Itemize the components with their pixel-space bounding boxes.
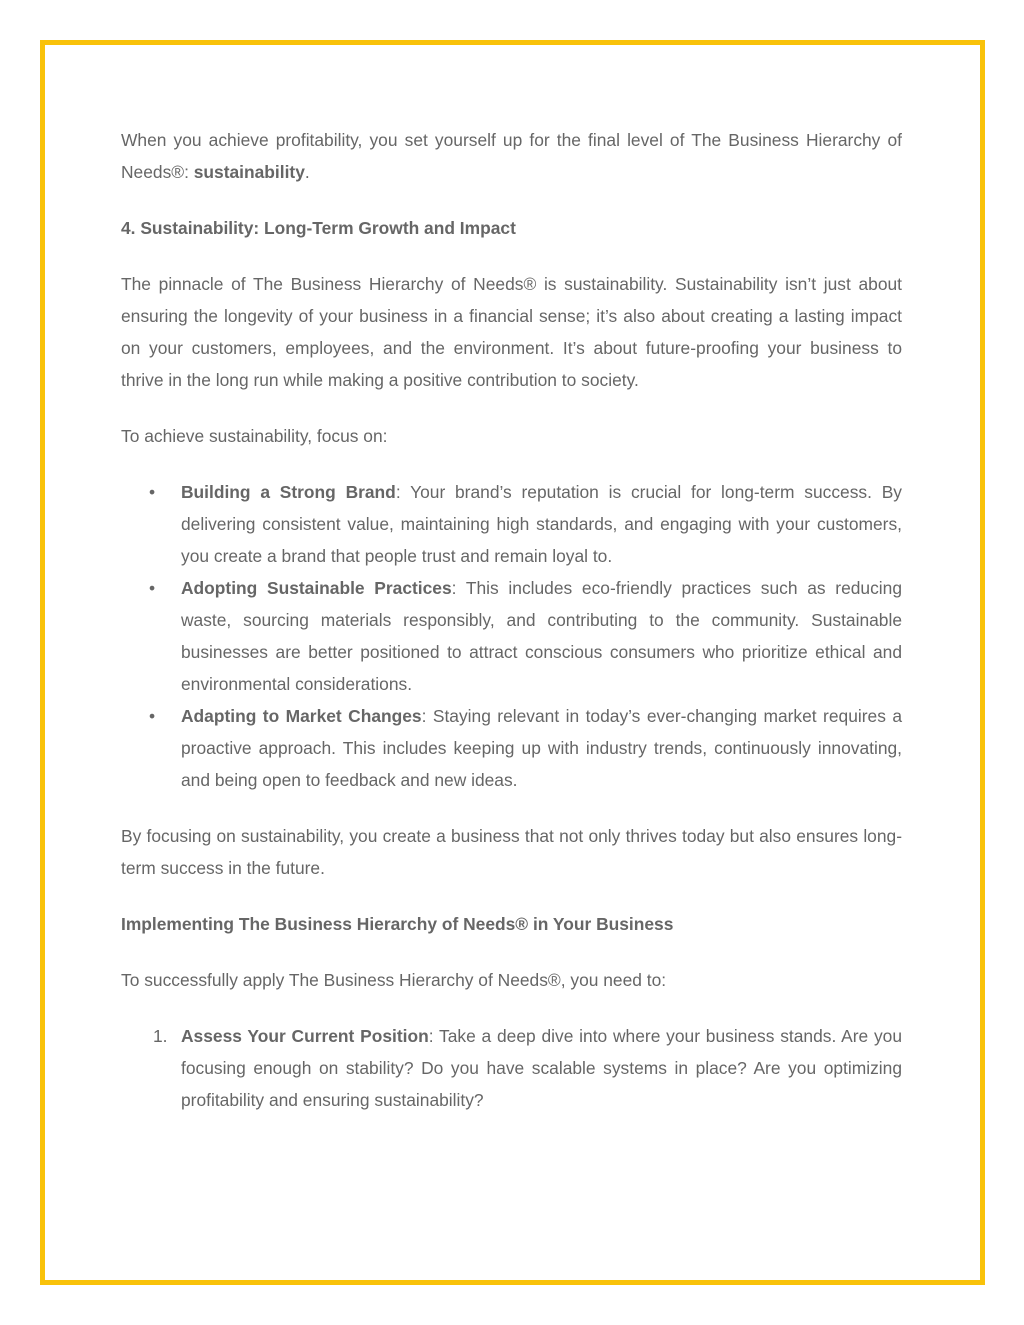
intro-bold-term: sustainability: [193, 162, 305, 182]
focus-intro: To achieve sustainability, focus on:: [121, 426, 388, 446]
bullet-title: Adapting to Market Changes: [181, 706, 422, 726]
intro-text: When you achieve profitability, you set yourself up for the final level of The Business Hierarchy of Needs®:: [121, 130, 902, 182]
steps-list: [121, 1020, 902, 1116]
focus-bullet-list: [121, 476, 902, 796]
sustainability-paragraph: The pinnacle of The Business Hierarchy of Needs® is sustainability. Sustainability isn’t just about ensuring the longevity of your business in a financial sense; it’s also about creating a lasting impact on your customers, employees, and the environment. It’s about future-proofing your business to thrive in the long run while making a positive contribution to society.: [121, 274, 902, 390]
implementing-intro: To successfully apply The Business Hierarchy of Needs®, you need to:: [121, 970, 667, 990]
bullet-text: : This includes eco-friendly practices such as reducing waste, sourcing materials responsibly, and contributing to the community. Sustainable businesses are better positioned to attract conscious consumers who prioritize ethical and environmental considerations.: [181, 578, 902, 694]
bullet-title: Adopting Sustainable Practices: [181, 578, 452, 598]
bullet-marker: •: [149, 706, 156, 726]
intro-end: .: [304, 162, 310, 182]
step-number: 1.: [153, 1026, 168, 1046]
section-heading-implementing: Implementing The Business Hierarchy of Needs® in Your Business: [121, 914, 674, 934]
bullet-marker: •: [149, 578, 156, 598]
step-text: : Take a deep dive into where your business stands. Are you focusing enough on stability? Do you have scalable systems in place? Are you optimizing profitability and ensuring sustainability?: [181, 1026, 902, 1110]
list-item: [121, 700, 902, 796]
sustainability-conclusion: By focusing on sustainability, you create a business that not only thrives today but also ensures long-term success in the future.: [121, 826, 902, 878]
intro-paragraph: [121, 124, 902, 188]
section-heading-sustainability: 4. Sustainability: Long-Term Growth and Impact: [121, 218, 516, 238]
list-item: [121, 572, 902, 700]
document-body: [121, 124, 902, 1140]
bullet-marker: •: [149, 482, 156, 502]
bullet-title: Building a Strong Brand: [181, 482, 396, 502]
list-item: [121, 1020, 902, 1116]
step-title: Assess Your Current Position: [181, 1026, 429, 1046]
list-item: [121, 476, 902, 572]
bullet-text: : Your brand’s reputation is crucial for long-term success. By delivering consistent value, maintaining high standards, and engaging with your customers, you create a brand that people trust and remain loyal to.: [181, 482, 903, 566]
bullet-text: : Staying relevant in today’s ever-changing market requires a proactive approach. This includes keeping up with industry trends, continuously innovating, and being open to feedback and new ideas.: [181, 706, 903, 790]
